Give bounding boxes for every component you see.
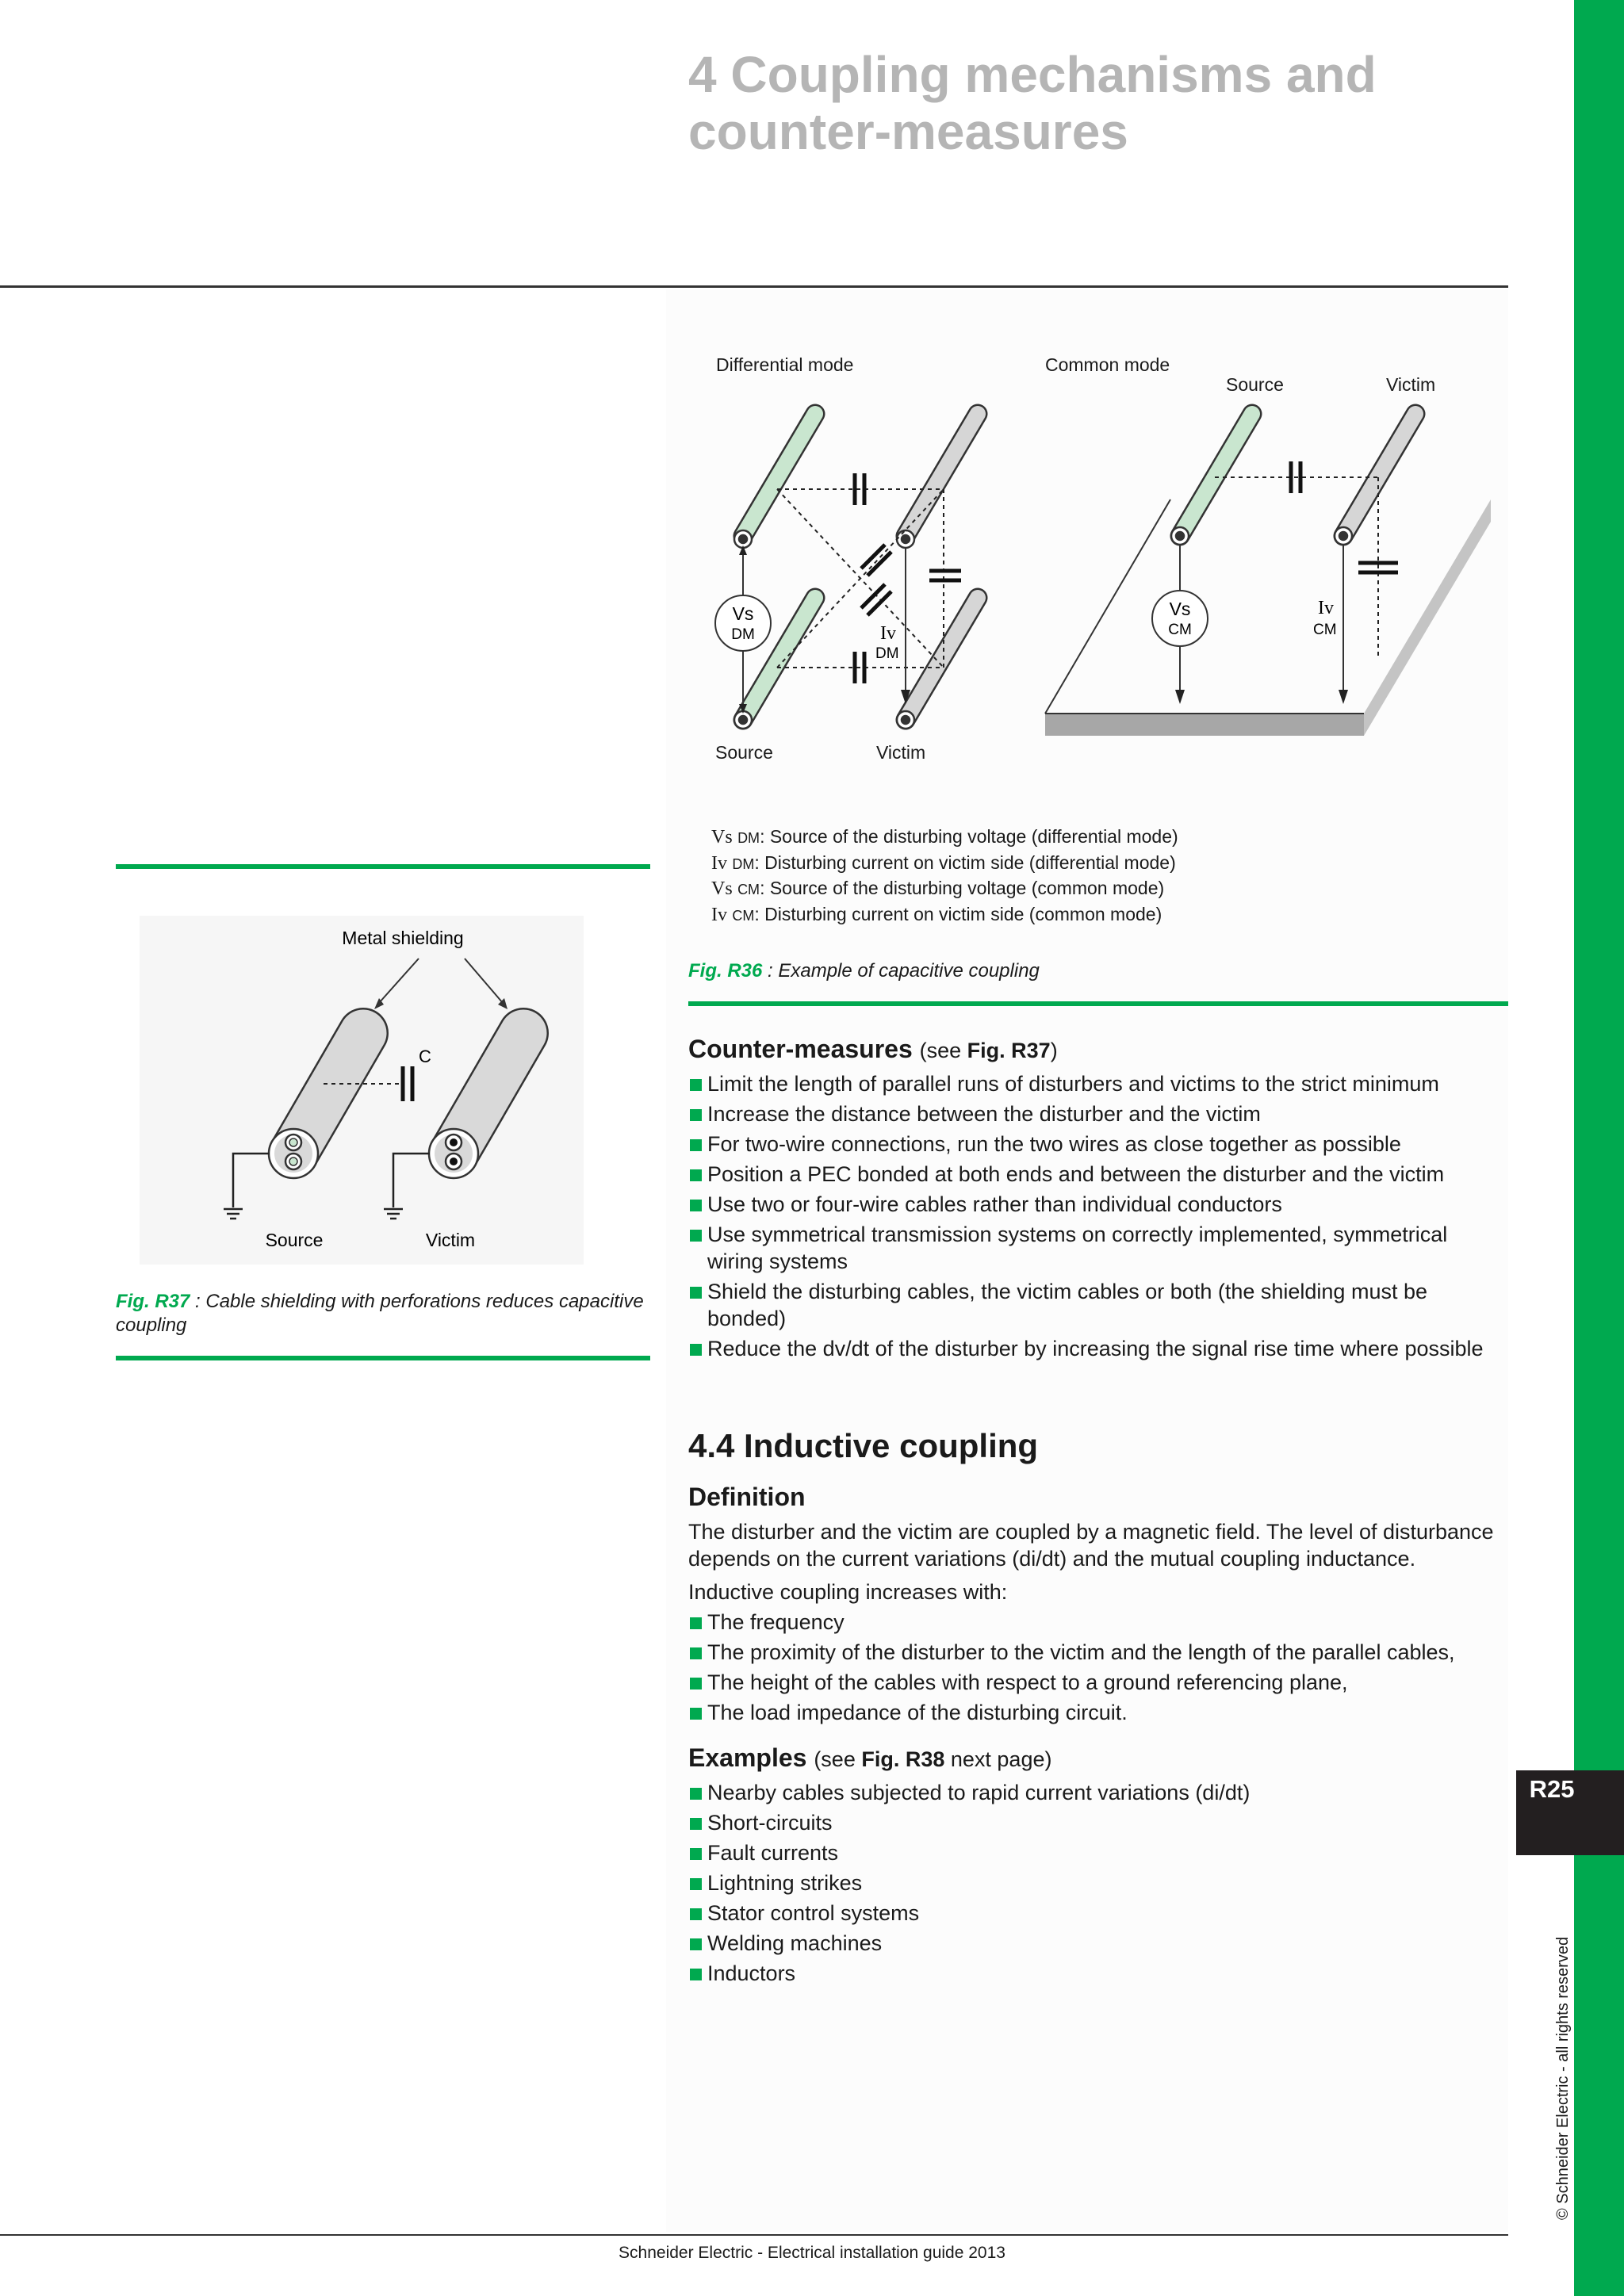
list-item: The frequency [688,1609,1505,1636]
fig-r36-ref: Fig. R36 [688,960,763,982]
fig-r37-diagram [140,916,584,1265]
list-item: The load impedance of the disturbing circuit. [688,1699,1505,1726]
examples-heading [688,1743,1505,1773]
copyright-notice: © Schneider Electric - all rights reserved [1554,1936,1572,2220]
list-item: Nearby cables subjected to rapid current variations (di/dt) [688,1779,1505,1806]
fig-r37-bottom-rule [116,1356,650,1360]
definition-heading: Definition [688,1483,806,1511]
legend-row [711,902,1178,928]
legend-subscript: DM [737,830,760,846]
fig-r36-caption [688,959,1040,983]
page-footer: Schneider Electric - Electrical installation guide 2013 [619,2244,1005,2262]
page-number: R25 [1529,1775,1575,1803]
list-item: Stator control systems [688,1900,1505,1927]
list-item: Use symmetrical transmission systems on correctly implemented, symmetrical wiring systems [688,1221,1505,1275]
see-ref: Fig. R37 [967,1039,1051,1062]
legend-text: : Disturbing current on victim side (common mode) [754,903,1162,924]
list-item: The proximity of the disturber to the victim and the length of the parallel cables, [688,1639,1505,1666]
countermeasures-list [688,1070,1505,1362]
list-item: Lightning strikes [688,1869,1505,1896]
see-suffix: ) [1050,1039,1058,1062]
vs-cm-label: Vs [1169,599,1191,619]
dm-victim-label: Victim [876,742,926,763]
legend-symbol: Iv [711,904,727,925]
legend-text: : Source of the disturbing voltage (common mode) [760,878,1165,898]
cm-ground-plane [1045,499,1491,736]
see-ref: Fig. R38 [861,1747,945,1771]
legend-row [711,825,1178,851]
cm-victim-label: Victim [1386,374,1436,395]
legend-subscript: DM [732,855,755,872]
fig-r37-source-label: Source [265,1230,324,1250]
vs-dm-label: Vs [732,603,754,624]
list-item: Position a PEC bonded at both ends and between the disturber and the victim [688,1161,1505,1188]
vs-dm-sub: DM [731,626,755,643]
examples-see [814,1747,1051,1771]
dm-victim-cable-bottom [906,598,978,720]
page-title [688,46,1481,160]
iv-dm-label: Iv [880,623,896,644]
fig-r37-top-rule [116,864,650,869]
fig-r36-rule [688,1001,1508,1006]
see-suffix: next page) [944,1747,1052,1771]
legend-row [711,876,1178,902]
inductive-coupling-section [688,1427,1505,1990]
iv-cm-label: Iv [1318,598,1334,618]
fig-r36-diagram [698,341,1499,769]
list-item: Reduce the dv/dt of the disturber by increasing the signal rise time where possible [688,1335,1505,1362]
vs-cm-sub: CM [1168,622,1192,638]
list-item: Limit the length of parallel runs of disturbers and victims to the strict minimum [688,1070,1505,1097]
page-title-line-1: 4 Coupling mechanisms and [688,46,1377,103]
countermeasures-title: Counter-measures [688,1035,913,1063]
dm-source-cable-top [743,414,815,536]
capacitance-label: C [419,1047,431,1066]
list-item: Welding machines [688,1930,1505,1957]
countermeasures-heading [688,1035,1505,1064]
iv-dm-sub: DM [875,645,899,662]
countermeasures-section [688,1035,1505,1365]
cm-source-cable [1180,414,1252,536]
page-number-tab [1516,1770,1624,1855]
list-item: Inductors [688,1960,1505,1987]
dm-victim-cable-top [906,414,978,536]
countermeasures-see [920,1039,1058,1062]
legend-text: : Disturbing current on victim side (differential mode) [754,851,1176,873]
legend-symbol: Vs [711,878,733,899]
examples-list [688,1779,1505,1987]
list-item: For two-wire connections, run the two wires as close together as possible [688,1131,1505,1158]
page-title-line-2: counter-measures [688,103,1128,160]
fig-r37-victim-label: Victim [425,1230,476,1250]
cm-source-label: Source [1226,374,1284,395]
legend-subscript: CM [732,907,755,924]
see-prefix: (see [814,1747,862,1771]
definition-list [688,1609,1505,1726]
examples-title: Examples [688,1743,807,1772]
metal-shielding-label: Metal shielding [342,928,464,948]
footer-rule [0,2234,1508,2236]
list-item: Increase the distance between the disturber and the victim [688,1100,1505,1127]
diff-mode-label: Differential mode [716,354,854,375]
cm-victim-cable [1343,414,1415,536]
legend-text: : Source of the disturbing voltage (differential mode) [760,826,1178,847]
shield-capacitor [403,1066,412,1101]
list-item: The height of the cables with respect to a ground referencing plane, [688,1669,1505,1696]
dm-source-label: Source [715,742,773,763]
side-color-band [1574,0,1624,2296]
fig-r37-caption-text: : Cable shielding with perforations reduces capacitive coupling [116,1291,644,1336]
fig-r37-caption [116,1290,655,1337]
definition-paragraph: The disturber and the victim are coupled by a magnetic field. The level of disturbance depends on the current variations (di/dt) and the mutual coupling inductance. [688,1520,1494,1571]
legend-symbol: Vs [711,827,733,848]
fig-r36-caption-text: : Example of capacitive coupling [762,960,1040,982]
list-item: Shield the disturbing cables, the victim cables or both (the shielding must be bonded) [688,1278,1505,1332]
fig-r37-ref: Fig. R37 [116,1291,190,1312]
common-mode-label: Common mode [1045,354,1170,375]
see-prefix: (see [919,1039,967,1062]
header-rule [0,285,1508,288]
list-item: Short-circuits [688,1809,1505,1836]
legend-row [711,851,1178,877]
list-item: Fault currents [688,1839,1505,1866]
inductive-heading: 4.4 Inductive coupling [688,1427,1039,1464]
legend-subscript: CM [737,882,760,897]
fig-r36-legend [711,825,1178,928]
list-item: Use two or four-wire cables rather than individual conductors [688,1191,1505,1218]
iv-cm-sub: CM [1313,622,1337,638]
definition-intro: Inductive coupling increases with: [688,1580,1008,1604]
legend-symbol: Iv [711,852,727,874]
